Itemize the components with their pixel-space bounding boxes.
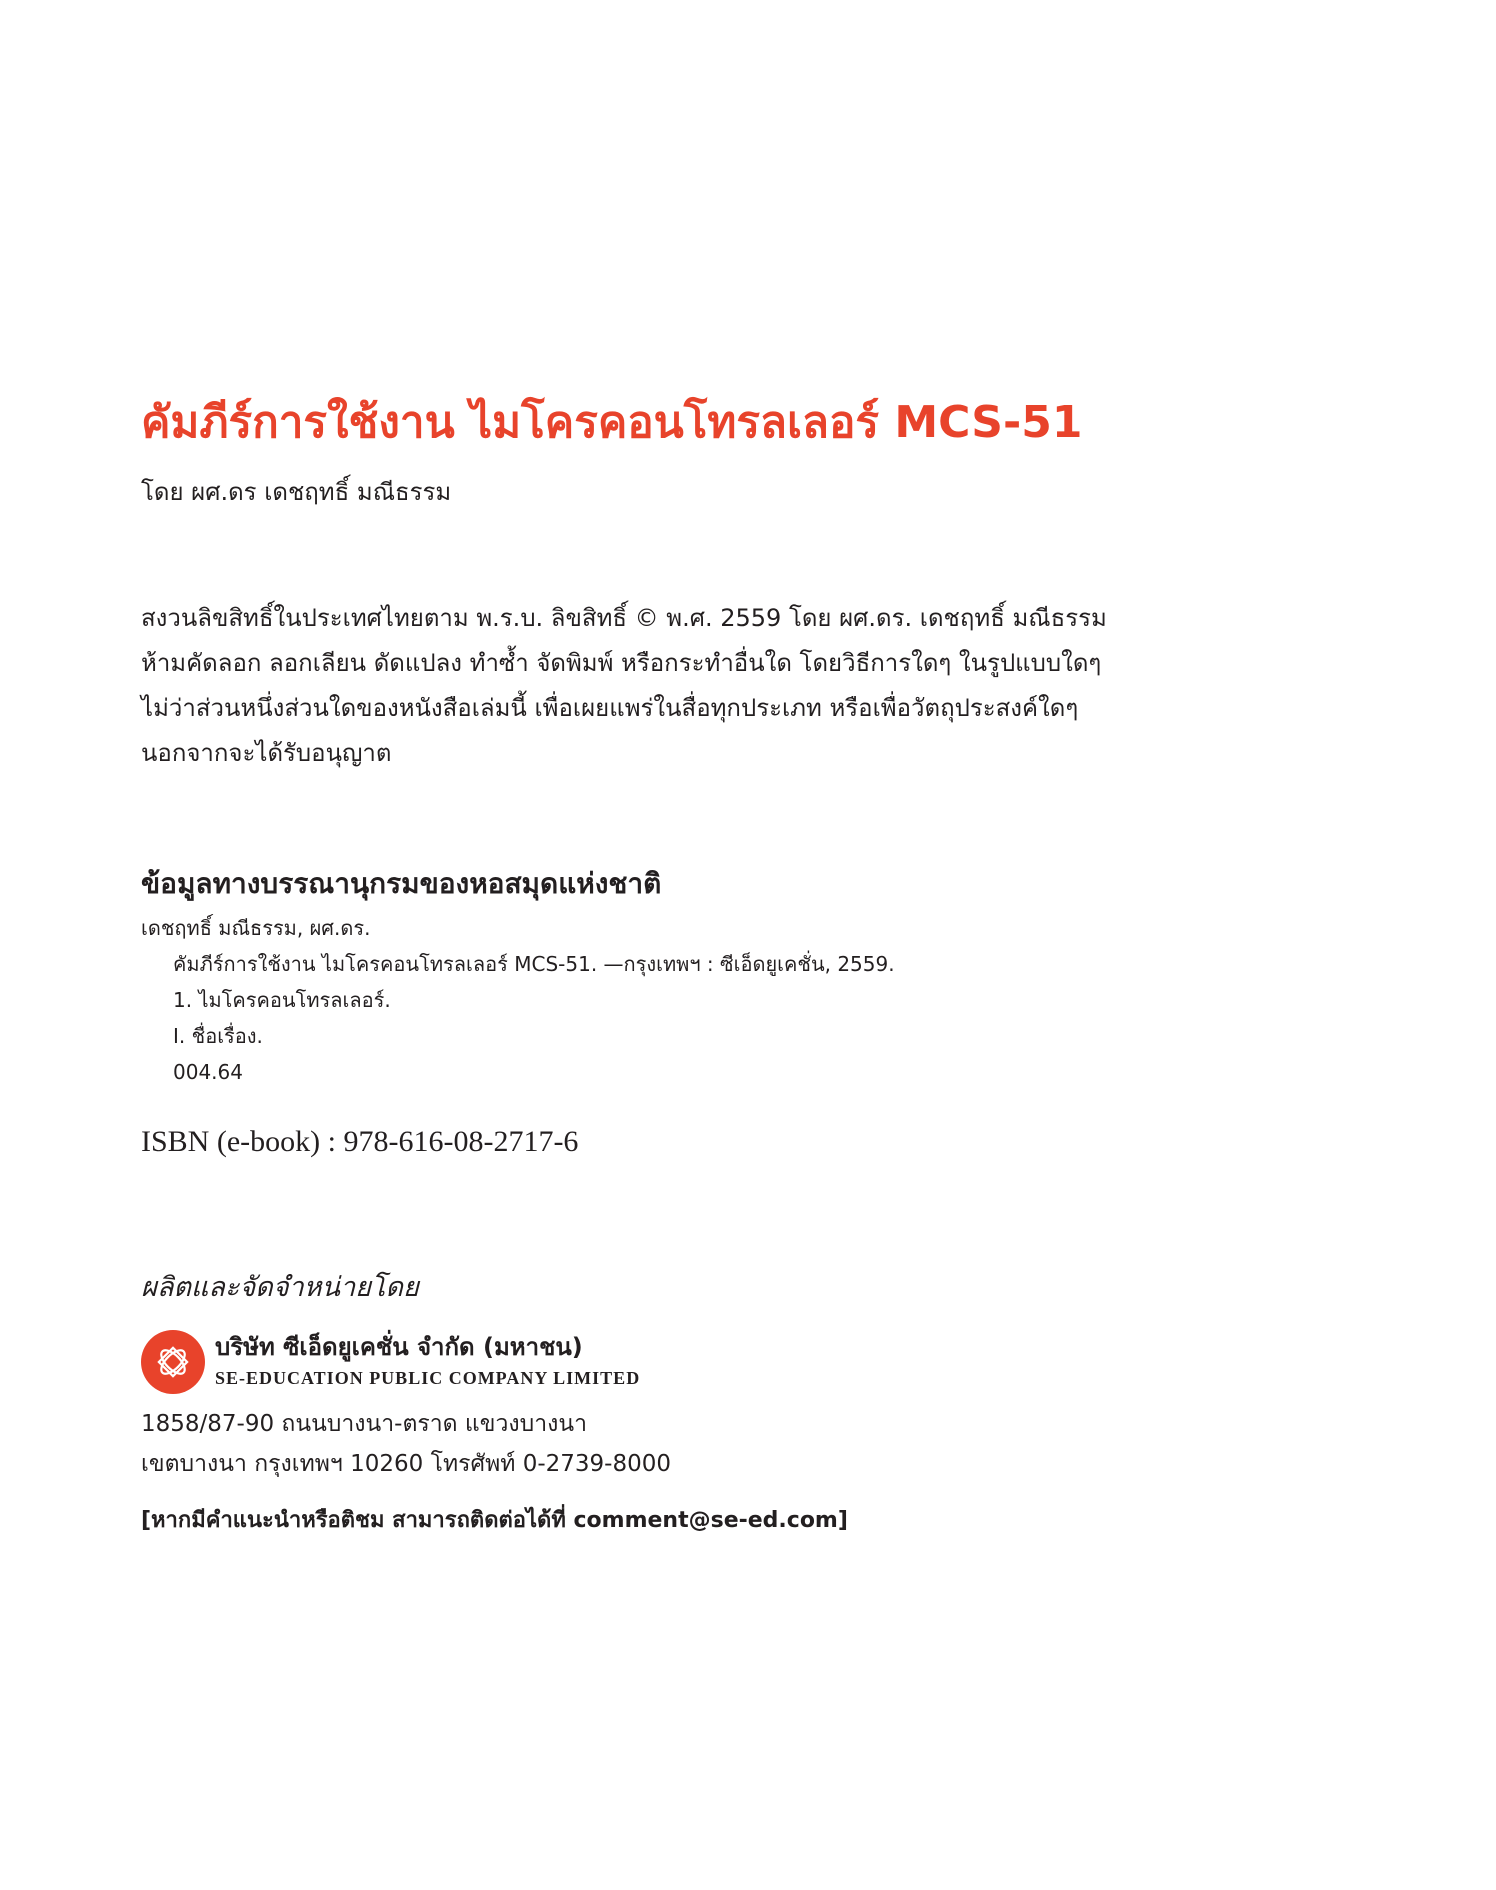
cip-title-entry: คัมภีร์การใช้งาน ไมโครคอนโทรลเลอร์ MCS-51. —กรุงเทพฯ : ซีเอ็ดยูเคชั่น, 2559.	[173, 952, 895, 976]
copyright-line: สงวนลิขสิทธิ์ในประเทศไทยตาม พ.ร.บ. ลิขสิทธิ์ © พ.ศ. 2559 โดย ผศ.ดร. เดชฤทธิ์ มณีธรรม	[141, 604, 1107, 632]
publisher-name-thai: บริษัท ซีเอ็ดยูเคชั่น จำกัด (มหาชน)	[215, 1333, 583, 1361]
publisher-address	[141, 1404, 671, 1484]
publisher-block	[141, 1330, 841, 1394]
copyright-line: นอกจากจะได้รับอนุญาต	[141, 739, 392, 767]
book-author: โดย ผศ.ดร เดชฤทธิ์ มณีธรรม	[141, 478, 452, 506]
book-title: คัมภีร์การใช้งาน ไมโครคอนโทรลเลอร์ MCS-51	[141, 397, 1083, 448]
address-line: เขตบางนา กรุงเทพฯ 10260 โทรศัพท์ 0-2739-8000	[141, 1451, 672, 1477]
cip-subject: 1. ไมโครคอนโทรลเลอร์.	[173, 988, 391, 1012]
cip-record	[141, 910, 895, 1090]
cip-heading: ข้อมูลทางบรรณานุกรมของหอสมุดแห่งชาติ	[141, 867, 662, 900]
cip-author-entry: เดชฤทธิ์ มณีธรรม, ผศ.ดร.	[141, 916, 371, 940]
publisher-name-english: SE-EDUCATION PUBLIC COMPANY LIMITED	[215, 1368, 641, 1388]
address-line: 1858/87-90 ถนนบางนา-ตราด แขวงบางนา	[141, 1411, 588, 1437]
produced-by-label: ผลิตและจัดจำหน่ายโดย	[141, 1272, 419, 1303]
copyright-line: ห้ามคัดลอก ลอกเลียน ดัดแปลง ทำซ้ำ จัดพิมพ์ หรือกระทำอื่นใด โดยวิธีการใดๆ ในรูปแบบใดๆ	[141, 649, 1102, 677]
contact-note: [หากมีคำแนะนำหรือติชม สามารถติดต่อได้ที่ comment@se-ed.com]	[141, 1508, 848, 1533]
copyright-line: ไม่ว่าส่วนหนึ่งส่วนใดของหนังสือเล่มนี้ เพื่อเผยแพร่ในสื่อทุกประเภท หรือเพื่อวัตถุประสงค์ใดๆ	[141, 694, 1079, 722]
copyright-notice	[141, 596, 1141, 776]
cip-classification: 004.64	[173, 1060, 243, 1084]
cip-title-note: I. ชื่อเรื่อง.	[173, 1024, 263, 1048]
copyright-page	[141, 0, 1391, 1890]
publisher-logo-icon	[141, 1330, 205, 1394]
isbn: ISBN (e-book) : 978-616-08-2717-6	[141, 1125, 579, 1158]
